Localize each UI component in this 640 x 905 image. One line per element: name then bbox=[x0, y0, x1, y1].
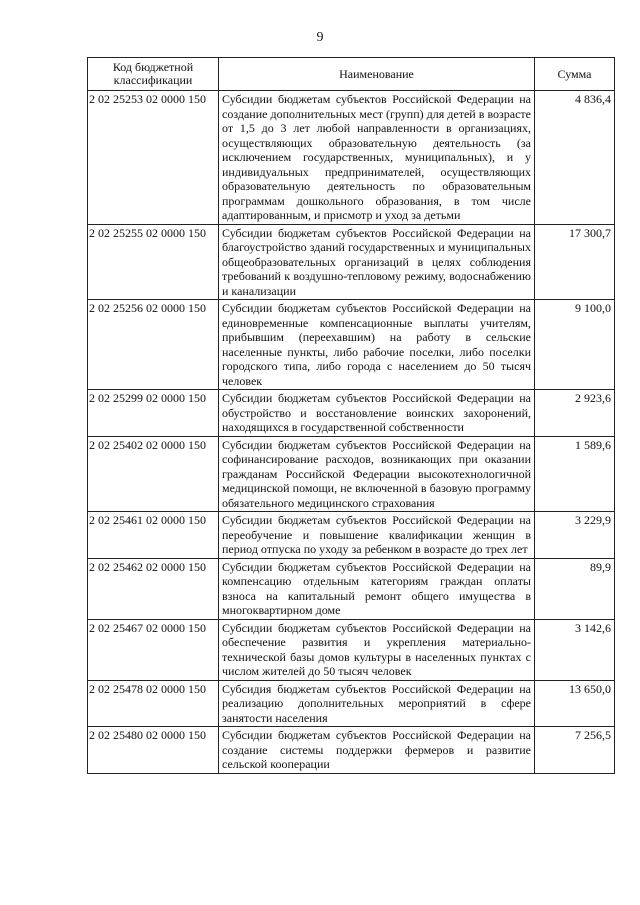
row-sum: 2 923,6 bbox=[535, 390, 615, 437]
table-body bbox=[88, 91, 615, 774]
row-code: 2 02 25462 02 0000 150 bbox=[88, 558, 219, 619]
table-row bbox=[88, 619, 615, 680]
row-sum: 7 256,5 bbox=[535, 727, 615, 774]
table-row bbox=[88, 91, 615, 225]
row-name: Субсидии бюджетам субъектов Российской Федерации на обустройство и восстановление воинских захоронений, находящихся в государственной собственности bbox=[219, 390, 535, 437]
table-row bbox=[88, 680, 615, 727]
row-code: 2 02 25402 02 0000 150 bbox=[88, 436, 219, 512]
table-row bbox=[88, 512, 615, 559]
table-row bbox=[88, 390, 615, 437]
table-row bbox=[88, 300, 615, 390]
row-sum: 3 229,9 bbox=[535, 512, 615, 559]
page-number: 9 bbox=[316, 30, 324, 45]
header-code: Код бюджетной классификации bbox=[88, 58, 219, 91]
row-code: 2 02 25253 02 0000 150 bbox=[88, 91, 219, 225]
row-sum: 3 142,6 bbox=[535, 619, 615, 680]
row-code: 2 02 25299 02 0000 150 bbox=[88, 390, 219, 437]
row-name: Субсидии бюджетам субъектов Российской Федерации на создание системы поддержки фермеров и развитие сельской кооперации bbox=[219, 727, 535, 774]
row-sum: 17 300,7 bbox=[535, 224, 615, 300]
row-code: 2 02 25480 02 0000 150 bbox=[88, 727, 219, 774]
row-sum: 1 589,6 bbox=[535, 436, 615, 512]
row-name: Субсидия бюджетам субъектов Российской Федерации на реализацию дополнительных мероприятий в сфере занятости населения bbox=[219, 680, 535, 727]
table-row bbox=[88, 224, 615, 300]
row-code: 2 02 25461 02 0000 150 bbox=[88, 512, 219, 559]
row-code: 2 02 25256 02 0000 150 bbox=[88, 300, 219, 390]
row-code: 2 02 25478 02 0000 150 bbox=[88, 680, 219, 727]
row-name: Субсидии бюджетам субъектов Российской Федерации на благоустройство зданий государственных и муниципальных общеобразовательных организаций в целях соблюдения требований к воздушно-тепловому режиму, водоснабжению и канализации bbox=[219, 224, 535, 300]
table-header-row bbox=[88, 58, 615, 91]
row-name: Субсидии бюджетам субъектов Российской Федерации на софинансирование расходов, возникающих при оказании гражданам Российской Федерации высокотехнологичной медицинской помощи, не включенной в базовую программу обязательного медицинского страхования bbox=[219, 436, 535, 512]
table-row bbox=[88, 436, 615, 512]
row-name: Субсидии бюджетам субъектов Российской Федерации на создание дополнительных мест (групп) для детей в возрасте от 1,5 до 3 лет любой направленности в организациях, осуществляющих образовательную деятельность (за исключением государственных, муниципальных), и у индивидуальных предпринимателей, осуществляющих образовательную деятельность по образовательным программам дошкольного образования, в том числе адаптированным, и присмотр и уход за детьми bbox=[219, 91, 535, 225]
budget-table bbox=[87, 57, 615, 774]
table-row bbox=[88, 727, 615, 774]
row-name: Субсидии бюджетам субъектов Российской Федерации на единовременные компенсационные выплаты учителям, прибывшим (переехавшим) на работу в сельские населенные пункты, либо рабочие поселки, либо поселки городского типа, либо города с населением до 50 тысяч человек bbox=[219, 300, 535, 390]
table-row bbox=[88, 558, 615, 619]
row-name: Субсидии бюджетам субъектов Российской Федерации на компенсацию отдельным категориям граждан оплаты взноса на капитальный ремонт общего имущества в многоквартирном доме bbox=[219, 558, 535, 619]
row-code: 2 02 25255 02 0000 150 bbox=[88, 224, 219, 300]
row-code: 2 02 25467 02 0000 150 bbox=[88, 619, 219, 680]
row-name: Субсидии бюджетам субъектов Российской Федерации на обеспечение развития и укрепления материально-технической базы домов культуры в населенных пунктах с числом жителей до 50 тысяч человек bbox=[219, 619, 535, 680]
header-sum: Сумма bbox=[535, 58, 615, 91]
row-sum: 4 836,4 bbox=[535, 91, 615, 225]
row-sum: 13 650,0 bbox=[535, 680, 615, 727]
row-name: Субсидии бюджетам субъектов Российской Федерации на переобучение и повышение квалификации женщин в период отпуска по уходу за ребенком в возрасте до трех лет bbox=[219, 512, 535, 559]
row-sum: 9 100,0 bbox=[535, 300, 615, 390]
row-sum: 89,9 bbox=[535, 558, 615, 619]
header-name: Наименование bbox=[219, 58, 535, 91]
